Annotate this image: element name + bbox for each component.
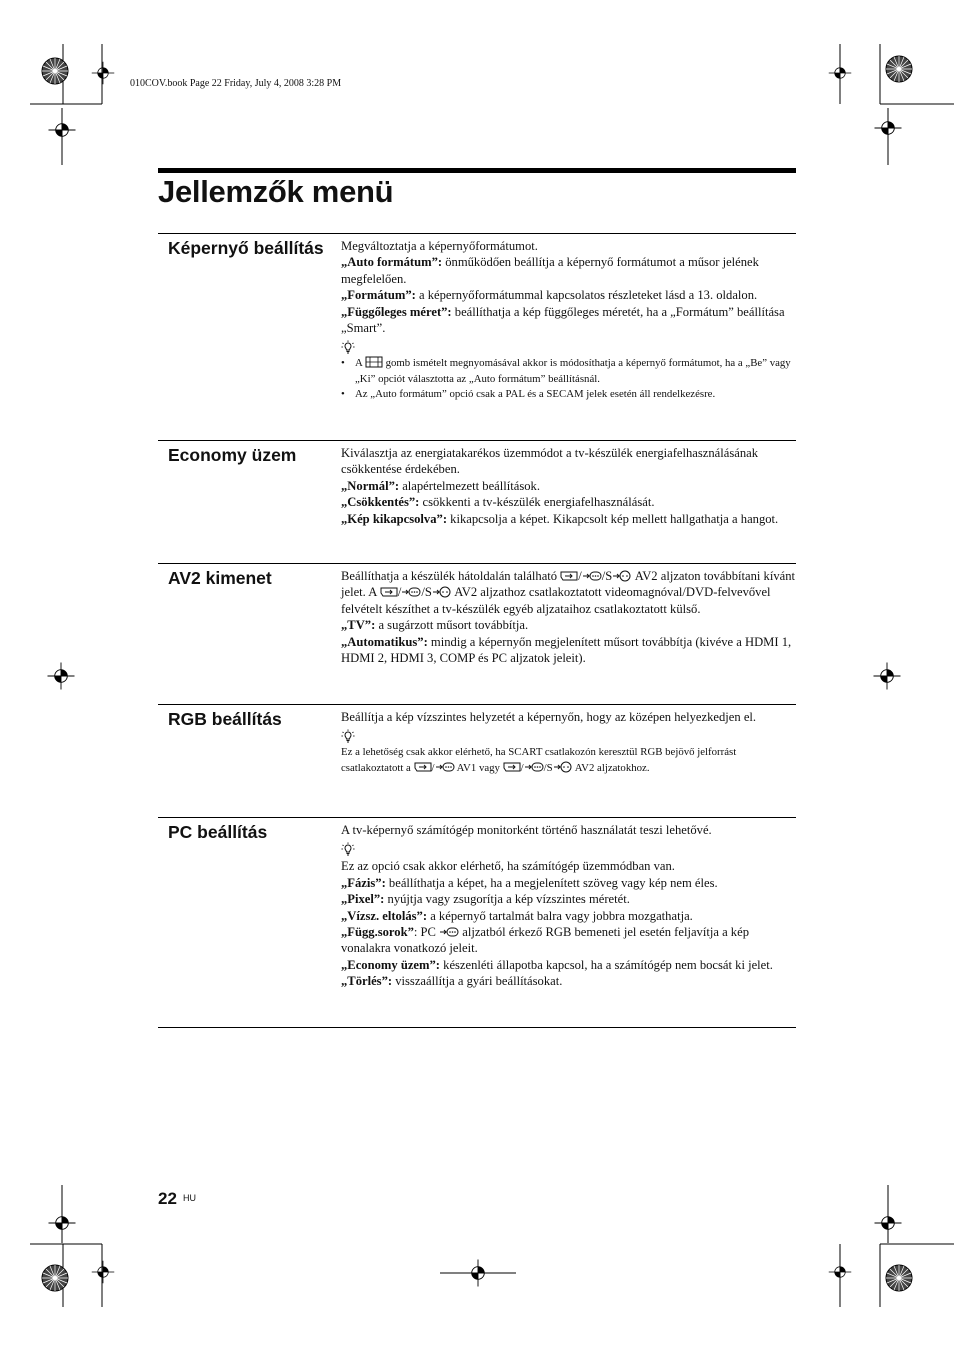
section-intro: Kiválasztja az energiatakarékos üzemmódot a tv-készülék energiafelhasználásának csökkentése érdekében.	[341, 446, 759, 477]
section-intro: Beállíthatja a készülék hátoldalán található / /S AV2 aljzaton továbbítani kívánt jelet. A / /S AV2 aljzathoz csatlakoztatott videomagnóval/DVD-felvevővel felvételt készíthet a tv-készülék egyéb aljzataihoz csatlakoztatott külső.	[341, 569, 796, 616]
section-body	[341, 822, 796, 990]
video-input-icon	[435, 761, 455, 773]
section-rgb-beallitas	[158, 704, 796, 818]
tip-notes	[341, 356, 796, 402]
pc-input-icon	[439, 926, 459, 938]
item-reduce: „Csökkentés”: csökkenti a tv-készülék energiafelhasználását.	[341, 495, 655, 510]
item-reset: „Törlés”: visszaállítja a gyári beállításokat.	[341, 974, 563, 989]
section-body	[341, 238, 796, 403]
section-intro: Megváltoztatja a képernyőformátumot.	[341, 239, 538, 253]
scart-connector-icon	[380, 586, 398, 598]
video-input-icon	[524, 761, 544, 773]
section-label: RGB beállítás	[168, 709, 282, 729]
crop-mark-bottom-right	[800, 1185, 954, 1350]
section-av2-kimenet	[158, 563, 796, 705]
scart-connector-icon	[414, 761, 432, 773]
item-tv: „TV”: a sugárzott műsort továbbítja.	[341, 618, 529, 633]
section-label: AV2 kimenet	[168, 568, 272, 588]
section-body	[341, 445, 796, 527]
crop-mark-middle-left	[30, 636, 100, 716]
page-title: Jellemzők menü	[158, 174, 394, 209]
tip-note: • Az „Auto formátum” opció csak a PAL és a SECAM jelek esetén áll rendelkezésre.	[341, 387, 796, 402]
section-intro: A tv-képernyő számítógép monitorként történő használatát teszi lehetővé.	[341, 823, 712, 837]
item-economy: „Economy üzem”: készenléti állapotba kapcsol, ha a számítógép nem bocsát ki jelet.	[341, 957, 773, 972]
section-label: Képernyő beállítás	[168, 238, 324, 258]
page-number: 22	[158, 1189, 177, 1208]
lightbulb-tip-icon	[341, 340, 355, 354]
section-kepernyo-beallitas	[158, 233, 796, 441]
section-intro: Beállítja a kép vízszintes helyzetét a képernyőn, hogy az középen helyezkedjen el.	[341, 710, 757, 724]
crop-mark-bottom-center	[440, 1240, 520, 1310]
item-normal: „Normál”: alapértelmezett beállítások.	[341, 478, 540, 493]
page-language: HU	[183, 1193, 196, 1203]
scart-connector-icon	[560, 570, 578, 582]
title-rule	[158, 168, 796, 173]
video-input-icon	[401, 586, 421, 598]
section-body	[341, 709, 796, 777]
s-video-input-icon	[612, 570, 632, 582]
item-h-shift: „Vízsz. eltolás”: a képernyő tartalmát balra vagy jobbra mozgathatja.	[341, 908, 693, 923]
section-label: PC beállítás	[168, 822, 268, 842]
s-video-input-icon	[553, 761, 573, 773]
item-format: „Formátum”: a képernyőformátummal kapcsolatos részleteket lásd a 13. oldalon.	[341, 288, 758, 303]
item-auto: „Automatikus”: mindig a képernyőn megjelenített műsort továbbítja (kivéve a HDMI 1, HDMI 2, HDMI 3, COMP és PC aljzatok jeleit).	[341, 634, 792, 666]
book-header-line: 010COV.book Page 22 Friday, July 4, 2008 3:28 PM	[130, 78, 342, 89]
crop-mark-bottom-left	[30, 1185, 150, 1350]
item-phase: „Fázis”: beállíthatja a képet, ha a megjelenített szöveg vagy kép nem éles.	[341, 875, 718, 890]
video-input-icon	[582, 570, 602, 582]
item-vertical-lines: „Függ.sorok”: PC aljzatból érkező RGB bemeneti jel esetén feljavítja a kép vonalakra vonatkozó jeleit.	[341, 925, 749, 956]
section-body	[341, 568, 796, 666]
item-auto-format: „Auto formátum”: önműködően beállítja a képernyő formátumot a műsor jelének megfelelően.	[341, 255, 759, 286]
lightbulb-tip-icon	[341, 842, 355, 856]
item-vertical-size: „Függőleges méret”: beállíthatja a kép függőleges méretét, ha a „Formátum” beállítása „Smart”.	[341, 304, 785, 336]
item-pixel: „Pixel”: nyújtja vagy zsugorítja a kép vízszintes méretét.	[341, 892, 630, 907]
tip-note: • A gomb ismételt megnyomásával akkor is módosíthatja a képernyő formátumot, ha a „Be” vagy „Ki” opciót választotta az „Auto formátum” beállításnál.	[341, 356, 796, 387]
s-video-input-icon	[432, 586, 452, 598]
lightbulb-tip-icon	[341, 729, 355, 743]
table-bottom-rule	[158, 1027, 796, 1028]
section-pc-beallitas	[158, 817, 796, 1028]
section-economy-uzem	[158, 440, 796, 564]
scart-connector-icon	[503, 761, 521, 773]
format-button-icon	[365, 356, 383, 368]
item-picture-off: „Kép kikapcsolva”: kikapcsolja a képet. Kikapcsolt kép mellett hallgathatja a hangot.	[341, 511, 779, 526]
tip-note: Ez a lehetőség csak akkor elérhető, ha SCART csatlakozón keresztül RGB bejövő jelforrást csatlakoztatott a / AV1 vagy / /S AV2 aljzatokhoz.	[341, 746, 737, 774]
section-label: Economy üzem	[168, 445, 297, 465]
crop-mark-top-right	[800, 0, 954, 170]
tip-note: Ez az opció csak akkor elérhető, ha számítógép üzemmódban van.	[341, 859, 675, 874]
crop-mark-middle-right	[856, 636, 926, 716]
